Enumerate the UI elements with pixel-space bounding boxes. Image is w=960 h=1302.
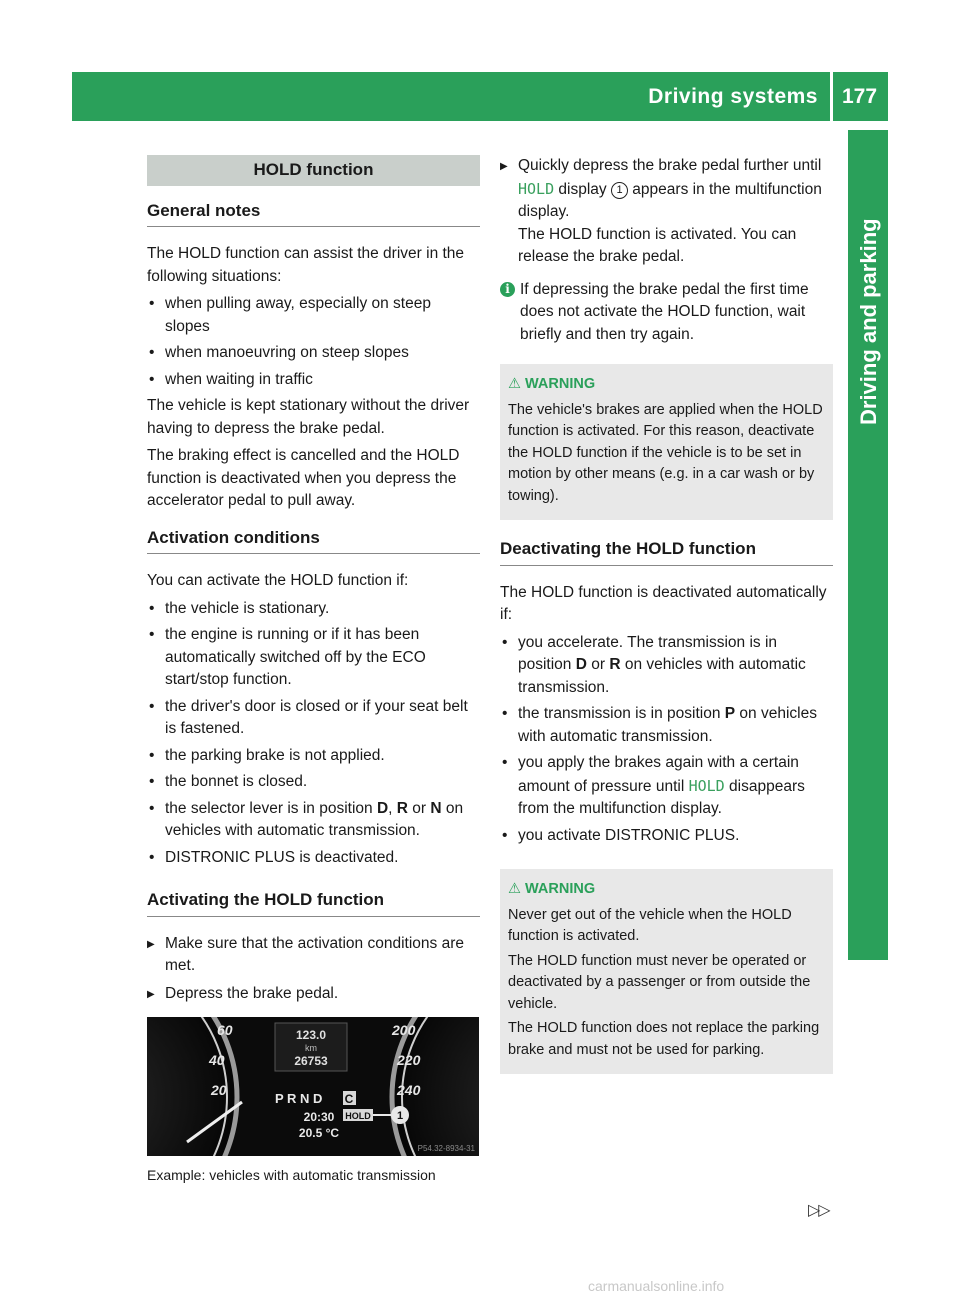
list-item: • DISTRONIC PLUS is deactivated. (147, 847, 480, 870)
callout-number: 1 (396, 1110, 404, 1122)
list-item: • when waiting in traffic (147, 369, 480, 392)
clock-readout: 20:30 (303, 1110, 335, 1124)
warning-text: The vehicle's brakes are applied when the HOLD function is activated. For this reason, deactivate the HOLD function if the vehicle is to be set in motion by other means (e.g. in a car wash or by towing). (508, 401, 823, 504)
step-result: The HOLD function is activated. You can release the brake pedal. (518, 225, 797, 265)
text-span: or (586, 656, 610, 673)
text-span: the selector lever is in position (165, 799, 377, 817)
warning-label: WARNING (525, 376, 596, 392)
action-step: ▶ Depress the brake pedal. (147, 983, 480, 1006)
hold-display-text: HOLD (518, 179, 555, 198)
info-icon: • i (500, 282, 515, 297)
list-item: • when manoeuvring on steep slopes (147, 342, 480, 365)
hold-display-text: HOLD (688, 776, 725, 795)
warning-text: The HOLD function must never be operated or deactivated by a passenger or from outside the vehicle. (508, 952, 811, 1012)
general-paragraph: The vehicle is kept stationary without the driver having to depress the brake pedal. (147, 397, 470, 437)
tick-label: 220 (397, 1052, 421, 1068)
watermark: carmanualsonline.info (588, 1278, 725, 1294)
warning-triangle-icon: ⚠ (508, 881, 526, 897)
tick-label: 240 (397, 1082, 421, 1098)
activation-intro: You can activate the HOLD function if: (147, 572, 409, 589)
text-span: the transmission is in position (518, 705, 725, 722)
list-item (500, 752, 833, 821)
general-intro: The HOLD function can assist the driver in the following situations: (147, 245, 465, 285)
text-span: Quickly depress the brake pedal further until (518, 157, 822, 174)
warning-title (508, 374, 825, 396)
list-item: • the driver's door is closed or if your seat belt is fastened. (147, 696, 480, 741)
warning-label: WARNING (525, 881, 596, 897)
text-span: or (407, 799, 431, 817)
continue-arrows-icon: ▷▷ (808, 1202, 829, 1219)
info-note (500, 279, 833, 347)
section-title: HOLD function (147, 155, 480, 186)
gear-indicator: P R N D (275, 1091, 323, 1106)
heading-deactivating: Deactivating the HOLD function (500, 538, 833, 566)
deact-intro: The HOLD function is deactivated automatically if: (500, 583, 827, 623)
warning-triangle-icon: ⚠ (508, 376, 526, 392)
list-item-selector (147, 798, 480, 843)
warning-box (500, 364, 833, 520)
chapter-title: Driving systems (648, 85, 818, 108)
heading-activation-conditions: Activation conditions (147, 527, 480, 555)
text-span: on vehicles with automatic transmission. (518, 656, 806, 696)
text-span: disappears from the multifunction display. (518, 777, 805, 817)
action-step (500, 155, 833, 269)
tick-label: 200 (392, 1022, 416, 1038)
text-span: , (388, 799, 397, 817)
warning-box (500, 869, 833, 1074)
temp-readout: 20.5 °C (298, 1126, 340, 1140)
tick-label: 40 (209, 1052, 225, 1068)
gear-d: D (376, 799, 389, 817)
warning-text: The HOLD function does not replace the parking brake and must not be used for parking. (508, 1020, 820, 1058)
gear-r: R (609, 656, 621, 673)
list-item: • when pulling away, especially on steep slopes (147, 293, 480, 338)
gear-d: D (575, 656, 587, 673)
header-separator (830, 72, 833, 121)
list-item: • the parking brake is not applied. (147, 745, 480, 768)
text-span: on vehicles with automatic transmission. (518, 705, 817, 745)
figure-code: P54.32-8934-31 (417, 1144, 475, 1153)
side-tab-label: Driving and parking (856, 218, 881, 425)
odometer-value: 26753 (294, 1054, 328, 1068)
action-step: ▶ Make sure that the activation conditions are met. (147, 933, 480, 978)
list-item (500, 703, 833, 748)
text-span: appears in the multifunction display. (518, 180, 822, 220)
list-item (500, 632, 833, 700)
gear-p: P (724, 705, 736, 722)
cluster-graphic (147, 1017, 479, 1156)
general-paragraph: The braking effect is cancelled and the HOLD function is deactivated when you depress the accelerator pedal to pull away. (147, 447, 460, 509)
list-item: • the engine is running or if it has been automatically switched off by the ECO start/stop function. (147, 624, 480, 692)
callout-1-icon: 1 (611, 182, 628, 199)
page-number: 177 (842, 85, 878, 108)
list-item: • the bonnet is closed. (147, 771, 480, 794)
trip-value: 123.0 (295, 1028, 327, 1042)
warning-title (508, 879, 825, 901)
mode-indicator: C (344, 1092, 354, 1106)
instrument-cluster-figure (147, 1017, 479, 1156)
tick-label: 20 (211, 1082, 227, 1098)
figure-caption: Example: vehicles with automatic transmission (147, 1167, 436, 1183)
warning-text: Never get out of the vehicle when the HOLD function is activated. (508, 906, 792, 944)
text-span: on vehicles with automatic transmission. (165, 799, 464, 839)
gear-r: R (396, 799, 408, 817)
info-text: If depressing the brake pedal the first time does not activate the HOLD function, wait briefly and then try again. (520, 280, 809, 343)
hold-indicator: HOLD (345, 1111, 371, 1121)
list-item: • you activate DISTRONIC PLUS. (500, 825, 833, 848)
heading-general-notes: General notes (147, 200, 480, 228)
right-column (500, 155, 833, 1092)
left-column (147, 155, 480, 1187)
heading-activating: Activating the HOLD function (147, 889, 480, 917)
list-item: • the vehicle is stationary. (147, 598, 480, 621)
text-span: display (554, 180, 611, 198)
gear-n: N (430, 799, 442, 817)
text-span: you accelerate. The transmission is in position (518, 633, 778, 673)
tick-label: 60 (217, 1022, 233, 1038)
trip-unit: km (305, 1043, 317, 1053)
text-span: you apply the brakes again with a certain amount of pressure until (518, 754, 799, 795)
